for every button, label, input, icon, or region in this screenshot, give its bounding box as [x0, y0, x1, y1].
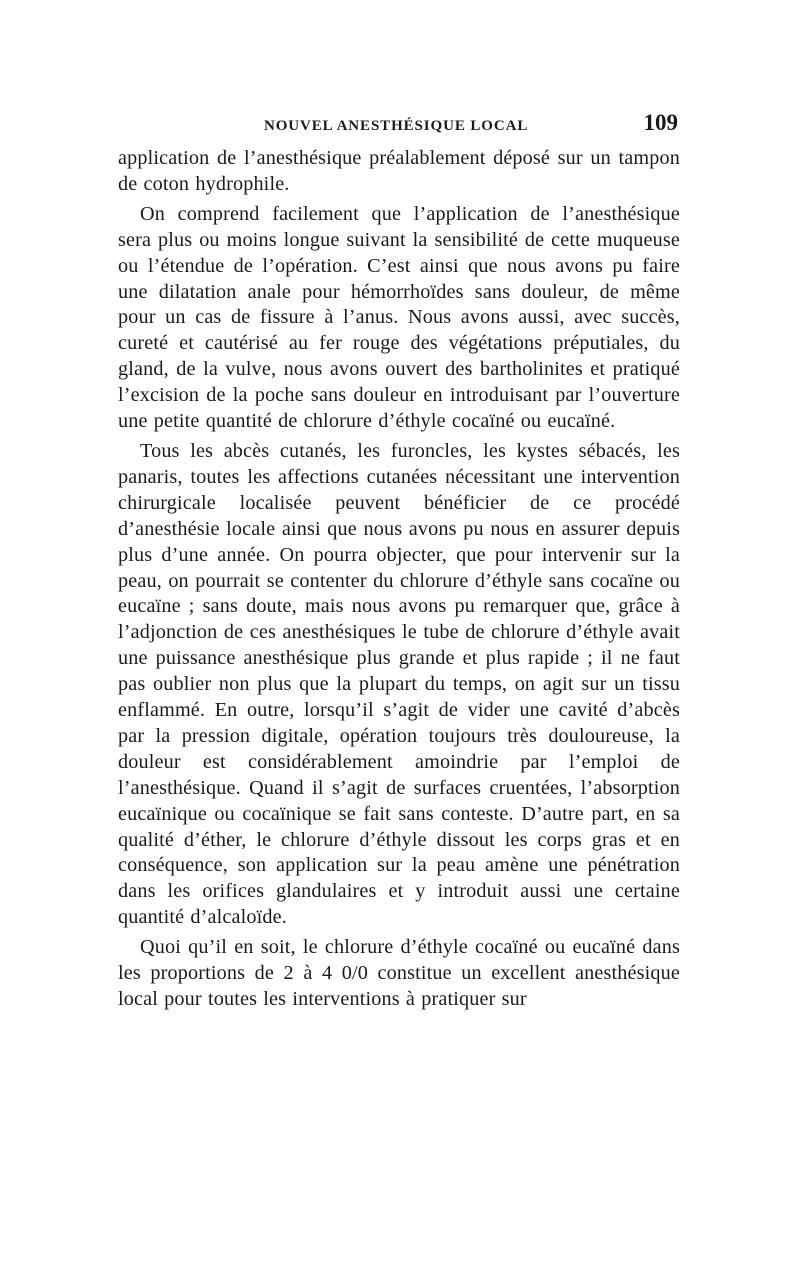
running-header [118, 110, 680, 146]
paragraph: Tous les abcès cutanés, les furoncles, les kystes sébacés, les panaris, toutes les affections cutanées nécessitant une intervention chirurgicale localisée peuvent bénéficier de ce procédé d’anesthésie locale ainsi que nous avons pu nous en assurer depuis plus d’une année. On pourra objecter, que pour intervenir sur la peau, on pourrait se contenter du chlorure d’éthyle sans cocaïne ou eucaïne ; sans doute, mais nous avons pu remarquer que, grâce à l’adjonction de ces anesthésiques le tube de chlorure d’éthyle avait une puissance anesthésique plus grande et plus rapide ; il ne faut pas oublier non plus que la plupart du temps, on agit sur un tissu enflammé. En outre, lorsqu’il s’agit de vider une cavité d’abcès par la pression digitale, opération toujours très douloureuse, la douleur est considérablement amoindrie par l’emploi de l’anesthésique. Quand il s’agit de surfaces cruentées, l’absorption eucaïnique ou cocaïnique se fait sans conteste. D’autre part, en sa qualité d’éther, le chlorure d’éthyle dissout les corps gras et en conséquence, son application sur la peau amène une pénétration dans les orifices glandulaires et y introduit aussi une certaine quantité d’alcaloïde. [118, 439, 680, 929]
paragraph: Quoi qu’il en soit, le chlorure d’éthyle cocaïné ou eucaïné dans les proportions de 2 à 4 0/0 constitue un excellent anesthésique local pour toutes les interventions à pratiquer sur [118, 936, 680, 1010]
book-page [118, 110, 680, 1017]
paragraph-continuation: application de l’anesthésique préalablement déposé sur un tampon de coton hydrophile. [118, 147, 680, 195]
running-title: NOUVEL ANESTHÉSIQUE LOCAL [264, 118, 529, 134]
paragraph: On comprend facilement que l’application de l’anesthésique sera plus ou moins longue suivant la sensibilité de cette muqueuse ou l’étendue de l’opération. C’est ainsi que nous avons pu faire une dilatation anale pour hémorrhoïdes sans douleur, de même pour un cas de fissure à l’anus. Nous avons aussi, avec succès, cureté et cautérisé au fer rouge des végétations préputiales, du gland, de la vulve, nous avons ouvert des bartholinites et pratiqué l’excision de la poche sans douleur en introduisant par l’ouverture une petite quantité de chlorure d’éthyle cocaïné ou eucaïné. [118, 202, 680, 433]
body-text [118, 146, 680, 1013]
page-number: 109 [643, 110, 678, 135]
